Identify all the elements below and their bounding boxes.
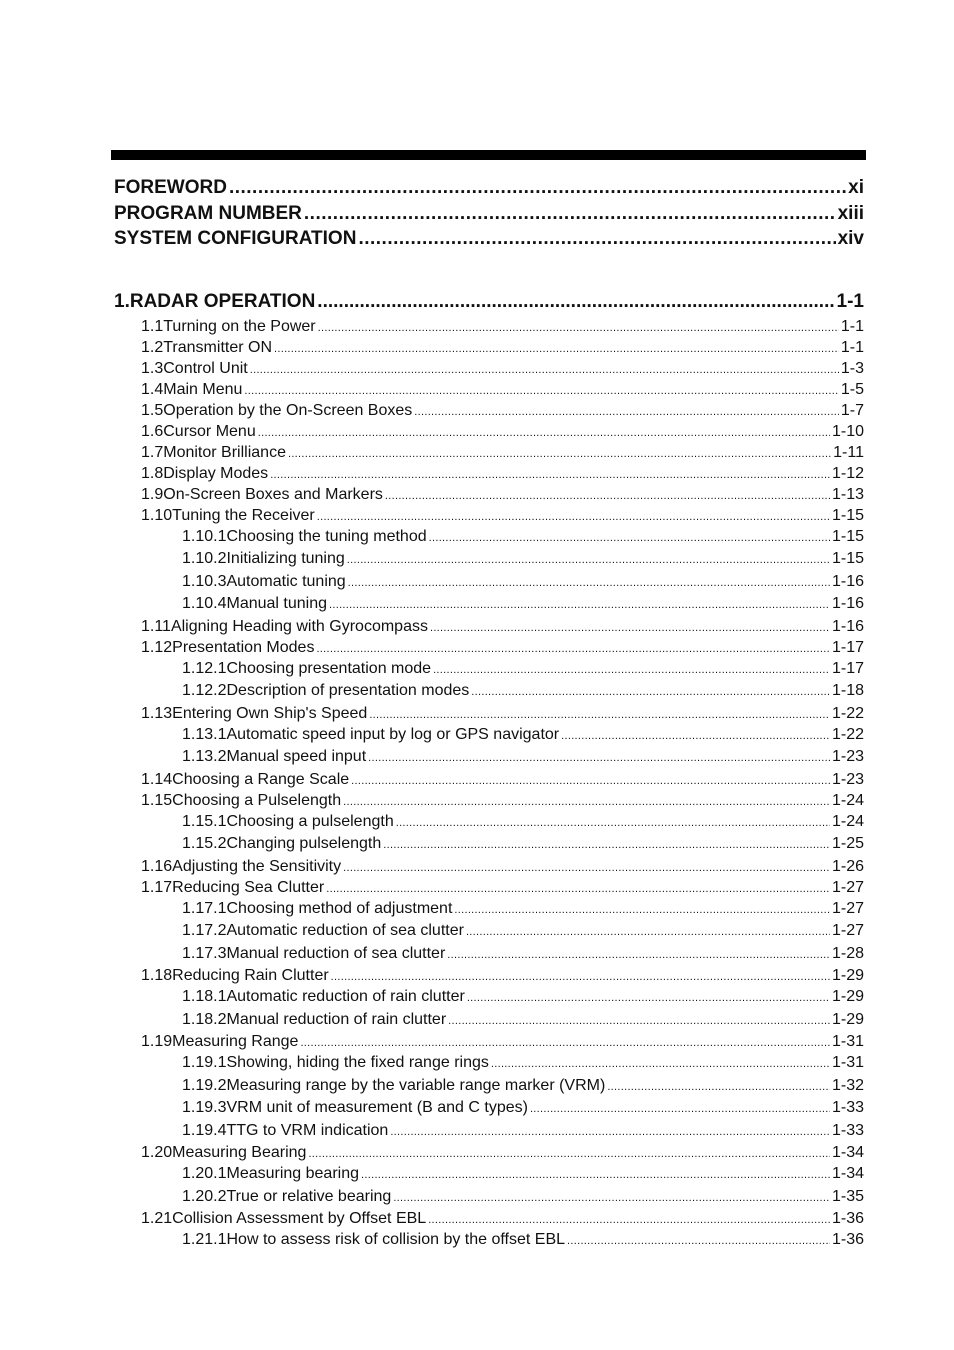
toc-title: Display Modes: [163, 464, 269, 482]
dot-leader: [347, 554, 830, 566]
toc-page: 1-15: [831, 527, 864, 545]
dot-leader: [396, 817, 830, 829]
toc-page: 1-1: [840, 338, 864, 356]
toc-subsection-entry[interactable]: [114, 1077, 864, 1100]
toc-subsection-entry[interactable]: [114, 988, 864, 1011]
toc-page: 1-32: [831, 1076, 864, 1094]
toc-front-foreword[interactable]: [114, 177, 864, 203]
dot-leader: [369, 709, 830, 721]
toc-number: 1.15.1: [182, 812, 227, 830]
toc-title: Manual reduction of sea clutter: [226, 944, 446, 962]
toc-entries: [114, 318, 864, 1254]
toc-front-program-number[interactable]: [114, 203, 864, 229]
toc-number: 1.14: [141, 770, 173, 788]
dot-leader: [467, 992, 830, 1004]
dot-leader: [343, 862, 830, 874]
toc-title: Measuring bearing: [226, 1165, 360, 1182]
toc-title: Choosing presentation mode: [226, 659, 432, 677]
toc-title: FOREWORD: [114, 177, 227, 198]
toc-number: 1.19: [141, 1033, 173, 1050]
dot-leader: [244, 385, 838, 397]
toc-number: 1.11: [141, 617, 171, 635]
toc-title: Measuring Bearing: [172, 1144, 307, 1161]
dot-leader: [329, 599, 830, 611]
toc-number: 1.20: [141, 1144, 173, 1161]
toc-title: Manual reduction of rain clutter: [226, 1010, 447, 1028]
toc-page: 1-34: [831, 1144, 864, 1161]
table-of-contents: [114, 177, 864, 1254]
toc-number: 1.17.3: [182, 944, 227, 962]
toc-section-entry[interactable]: [114, 792, 864, 813]
toc-title: Description of presentation modes: [226, 682, 470, 699]
dot-leader: [331, 971, 830, 983]
toc-number: 1.6: [141, 422, 164, 440]
dot-leader: [318, 322, 839, 334]
toc-number: 1.19.3: [182, 1099, 227, 1116]
toc-page: 1-35: [831, 1187, 864, 1205]
toc-page: 1-29: [831, 1010, 864, 1028]
dot-leader: [447, 949, 830, 961]
toc-subsection-entry[interactable]: [114, 528, 864, 551]
toc-page: 1-29: [831, 967, 864, 984]
dot-leader: [385, 490, 830, 502]
toc-title: Manual speed input: [226, 748, 367, 765]
toc-number: 1.21.1: [182, 1231, 227, 1248]
toc-section-entry[interactable]: [114, 967, 864, 988]
toc-number: 1.19.4: [182, 1121, 227, 1139]
toc-subsection-entry[interactable]: [114, 748, 864, 771]
dot-leader: [471, 686, 830, 698]
toc-title: Automatic speed input by log or GPS navigator: [226, 725, 560, 743]
toc-number: 1.10.4: [182, 595, 227, 612]
toc-title: Presentation Modes: [172, 638, 315, 656]
dot-leader: [429, 532, 830, 544]
toc-front-system-configuration[interactable]: [114, 228, 864, 254]
toc-number: 1.17.2: [182, 922, 227, 939]
toc-section-entry[interactable]: [114, 1033, 864, 1054]
toc-title: TTG to VRM indication: [226, 1121, 389, 1139]
toc-page: xiii: [837, 202, 864, 224]
toc-title: PROGRAM NUMBER: [114, 202, 302, 224]
toc-page: 1-7: [840, 401, 864, 419]
toc-title: Tuning the Receiver: [172, 506, 315, 524]
toc-page: 1-16: [831, 617, 864, 635]
dot-leader: [390, 1126, 830, 1138]
dot-leader: [361, 1169, 830, 1181]
toc-title: SYSTEM CONFIGURATION: [114, 228, 357, 249]
toc-page: 1-33: [831, 1099, 864, 1116]
toc-section-entry[interactable]: [114, 486, 864, 507]
toc-number: 1.10.1: [182, 527, 227, 545]
toc-title: Automatic reduction of sea clutter: [226, 922, 464, 939]
dot-leader: [358, 228, 835, 250]
dot-leader: [430, 622, 830, 634]
dot-leader: [317, 291, 834, 313]
toc-page: xiv: [837, 228, 864, 249]
toc-page: 1-36: [831, 1210, 864, 1227]
toc-subsection-entry[interactable]: [114, 682, 864, 705]
toc-subsection-entry[interactable]: [114, 595, 864, 618]
toc-number: 1.10: [141, 506, 173, 524]
toc-page: 1-22: [831, 725, 864, 743]
toc-title: Measuring Range: [172, 1033, 299, 1050]
dot-leader: [316, 643, 830, 655]
dot-leader: [229, 177, 846, 199]
toc-title: Choosing a Range Scale: [172, 770, 350, 788]
dot-leader: [393, 1192, 830, 1204]
toc-title: Choosing the tuning method: [226, 527, 427, 545]
toc-title: Entering Own Ship's Speed: [172, 704, 368, 722]
toc-subsection-entry[interactable]: [114, 550, 864, 573]
toc-title: Reducing Rain Clutter: [172, 967, 329, 984]
toc-number: 1.9: [141, 485, 164, 503]
toc-number: 1.21: [141, 1210, 173, 1227]
toc-number: 1.12.2: [182, 682, 227, 699]
toc-page: 1-5: [840, 380, 864, 398]
toc-page: 1-1: [836, 290, 864, 312]
toc-subsection-entry[interactable]: [114, 660, 864, 683]
toc-title: Automatic reduction of rain clutter: [226, 988, 465, 1005]
toc-section-entry[interactable]: [114, 318, 864, 339]
toc-title: Reducing Sea Clutter: [172, 878, 325, 896]
toc-title: Measuring range by the variable range marker (VRM): [226, 1076, 606, 1094]
toc-section-entry[interactable]: [114, 402, 864, 423]
toc-number: 1.2: [141, 338, 164, 356]
dot-leader: [274, 343, 839, 355]
toc-page: 1-25: [831, 835, 864, 852]
toc-page: 1-23: [831, 770, 864, 788]
dot-leader: [304, 203, 836, 225]
toc-page: 1-22: [831, 704, 864, 722]
dot-leader: [300, 1037, 830, 1049]
toc-page: 1-26: [831, 857, 864, 875]
toc-title: Control Unit: [163, 359, 248, 377]
toc-subsection-entry[interactable]: [114, 813, 864, 836]
toc-page: xi: [848, 177, 864, 198]
toc-subsection-entry[interactable]: [114, 1231, 864, 1254]
toc-page: 1-36: [831, 1231, 864, 1248]
toc-title: Adjusting the Sensitivity: [172, 857, 342, 875]
toc-number: 1.13.2: [182, 748, 227, 765]
dot-leader: [368, 752, 830, 764]
toc-section-entry[interactable]: [114, 771, 864, 792]
toc-section-entry[interactable]: [114, 444, 864, 465]
dot-leader: [258, 427, 830, 439]
toc-title: Automatic tuning: [226, 572, 346, 590]
toc-page: 1-27: [831, 899, 864, 917]
toc-page: 1-27: [831, 878, 864, 896]
toc-subsection-entry[interactable]: [114, 1122, 864, 1145]
dot-leader: [383, 839, 830, 851]
dot-leader: [414, 406, 839, 418]
toc-number: 1.13.1: [182, 725, 227, 743]
toc-number: 1.18.1: [182, 988, 227, 1005]
toc-title: Initializing tuning: [226, 550, 345, 567]
dot-leader: [561, 730, 830, 742]
toc-section-entry[interactable]: [114, 705, 864, 726]
toc-title: Choosing a pulselength: [226, 812, 394, 830]
toc-number: 1.7: [141, 443, 164, 461]
toc-number: 1.20.2: [182, 1187, 227, 1205]
toc-page: 1-17: [831, 659, 864, 677]
toc-section-entry[interactable]: [114, 465, 864, 486]
dot-leader: [448, 1015, 830, 1027]
dot-leader: [288, 448, 831, 460]
toc-title: Changing pulselength: [226, 835, 382, 852]
toc-number: 1.1: [141, 317, 164, 335]
toc-number: 1.19.1: [182, 1054, 227, 1071]
toc-number: 1.15: [141, 791, 173, 809]
dot-leader: [454, 904, 830, 916]
toc-subsection-entry[interactable]: [114, 1188, 864, 1211]
toc-page: 1-29: [831, 988, 864, 1005]
toc-number: 1.4: [141, 380, 164, 398]
toc-section-entry[interactable]: [114, 381, 864, 402]
toc-title: Turning on the Power: [163, 317, 316, 335]
toc-number: 1.3: [141, 359, 164, 377]
toc-number: 1.19.2: [182, 1076, 227, 1094]
toc-title: RADAR OPERATION: [129, 290, 316, 312]
toc-page: 1-12: [831, 464, 864, 482]
toc-subsection-entry[interactable]: [114, 1054, 864, 1077]
toc-subsection-entry[interactable]: [114, 835, 864, 858]
toc-subsection-entry[interactable]: [114, 573, 864, 596]
toc-page: 1-15: [831, 550, 864, 567]
toc-page: 1-23: [831, 748, 864, 765]
toc-section-entry[interactable]: [114, 1210, 864, 1231]
toc-page: 1-31: [831, 1033, 864, 1050]
toc-page: 1-13: [831, 485, 864, 503]
toc-section-entry[interactable]: [114, 1144, 864, 1165]
toc-number: 1.12.1: [182, 659, 227, 677]
toc-section-entry[interactable]: [114, 858, 864, 879]
toc-section-entry[interactable]: [114, 360, 864, 381]
toc-title: Choosing a Pulselength: [172, 791, 342, 809]
toc-title: True or relative bearing: [226, 1187, 392, 1205]
toc-title: Monitor Brilliance: [163, 443, 286, 461]
toc-title: Cursor Menu: [163, 422, 256, 440]
toc-number: 1.17: [141, 878, 173, 896]
toc-section-entry[interactable]: [114, 879, 864, 900]
dot-leader: [351, 775, 830, 787]
dot-leader: [250, 364, 839, 376]
toc-page: 1-11: [833, 443, 864, 461]
toc-page: 1-31: [831, 1054, 864, 1071]
toc-page: 1-24: [831, 791, 864, 809]
toc-subsection-entry[interactable]: [114, 900, 864, 923]
toc-title: Collision Assessment by Offset EBL: [172, 1210, 427, 1227]
dot-leader: [326, 883, 830, 895]
toc-title: How to assess risk of collision by the offset EBL: [226, 1231, 566, 1248]
toc-number: 1.20.1: [182, 1165, 227, 1182]
dot-leader: [343, 796, 830, 808]
toc-page: 1-3: [840, 359, 864, 377]
toc-number: 1.12: [141, 638, 173, 656]
toc-number: 1.5: [141, 401, 164, 419]
toc-section-entry[interactable]: [114, 618, 864, 639]
toc-number: 1.: [114, 290, 130, 312]
toc-title: Showing, hiding the fixed range rings: [226, 1054, 489, 1071]
toc-page: 1-17: [831, 638, 864, 656]
header-rule: [111, 150, 866, 160]
toc-subsection-entry[interactable]: [114, 1099, 864, 1122]
toc-number: 1.16: [141, 857, 173, 875]
toc-title: On-Screen Boxes and Markers: [163, 485, 383, 503]
toc-number: 1.15.2: [182, 835, 227, 852]
toc-page: 1-10: [831, 422, 864, 440]
toc-page: 1-16: [831, 595, 864, 612]
dot-leader: [348, 577, 830, 589]
dot-leader: [466, 926, 830, 938]
toc-subsection-entry[interactable]: [114, 1011, 864, 1034]
toc-page: 1-18: [831, 682, 864, 699]
toc-title: Transmitter ON: [163, 338, 272, 356]
toc-number: 1.13: [141, 704, 173, 722]
dot-leader: [567, 1235, 830, 1247]
toc-section-entry[interactable]: [114, 639, 864, 660]
toc-section-entry[interactable]: [114, 507, 864, 528]
toc-title: Manual tuning: [226, 595, 327, 612]
toc-page: 1-33: [831, 1121, 864, 1139]
toc-page: 1-27: [831, 922, 864, 939]
spacer: [114, 254, 864, 291]
dot-leader: [433, 664, 830, 676]
dot-leader: [428, 1214, 830, 1226]
toc-chapter-1[interactable]: [114, 291, 864, 318]
dot-leader: [308, 1148, 830, 1160]
toc-subsection-entry[interactable]: [114, 726, 864, 749]
dot-leader: [270, 469, 830, 481]
toc-page: 1-28: [831, 944, 864, 962]
toc-title: Aligning Heading with Gyrocompass: [170, 617, 428, 635]
toc-number: 1.10.2: [182, 550, 227, 567]
toc-page: 1-34: [831, 1165, 864, 1182]
dot-leader: [530, 1103, 830, 1115]
toc-subsection-entry[interactable]: [114, 922, 864, 945]
dot-leader: [317, 511, 830, 523]
toc-title: Main Menu: [163, 380, 243, 398]
toc-page: 1-16: [831, 572, 864, 590]
toc-number: 1.10.3: [182, 572, 227, 590]
dot-leader: [607, 1081, 830, 1093]
toc-page: 1-1: [840, 317, 864, 335]
toc-number: 1.8: [141, 464, 164, 482]
toc-subsection-entry[interactable]: [114, 945, 864, 968]
toc-page: 1-15: [831, 506, 864, 524]
toc-number: 1.18.2: [182, 1010, 227, 1028]
toc-section-entry[interactable]: [114, 423, 864, 444]
toc-title: Operation by the On-Screen Boxes: [163, 401, 413, 419]
toc-number: 1.17.1: [182, 899, 227, 917]
toc-page: 1-24: [831, 812, 864, 830]
dot-leader: [491, 1058, 830, 1070]
toc-section-entry[interactable]: [114, 339, 864, 360]
toc-subsection-entry[interactable]: [114, 1165, 864, 1188]
toc-title: VRM unit of measurement (B and C types): [226, 1099, 528, 1116]
toc-title: Choosing method of adjustment: [226, 899, 453, 917]
toc-number: 1.18: [141, 967, 173, 984]
